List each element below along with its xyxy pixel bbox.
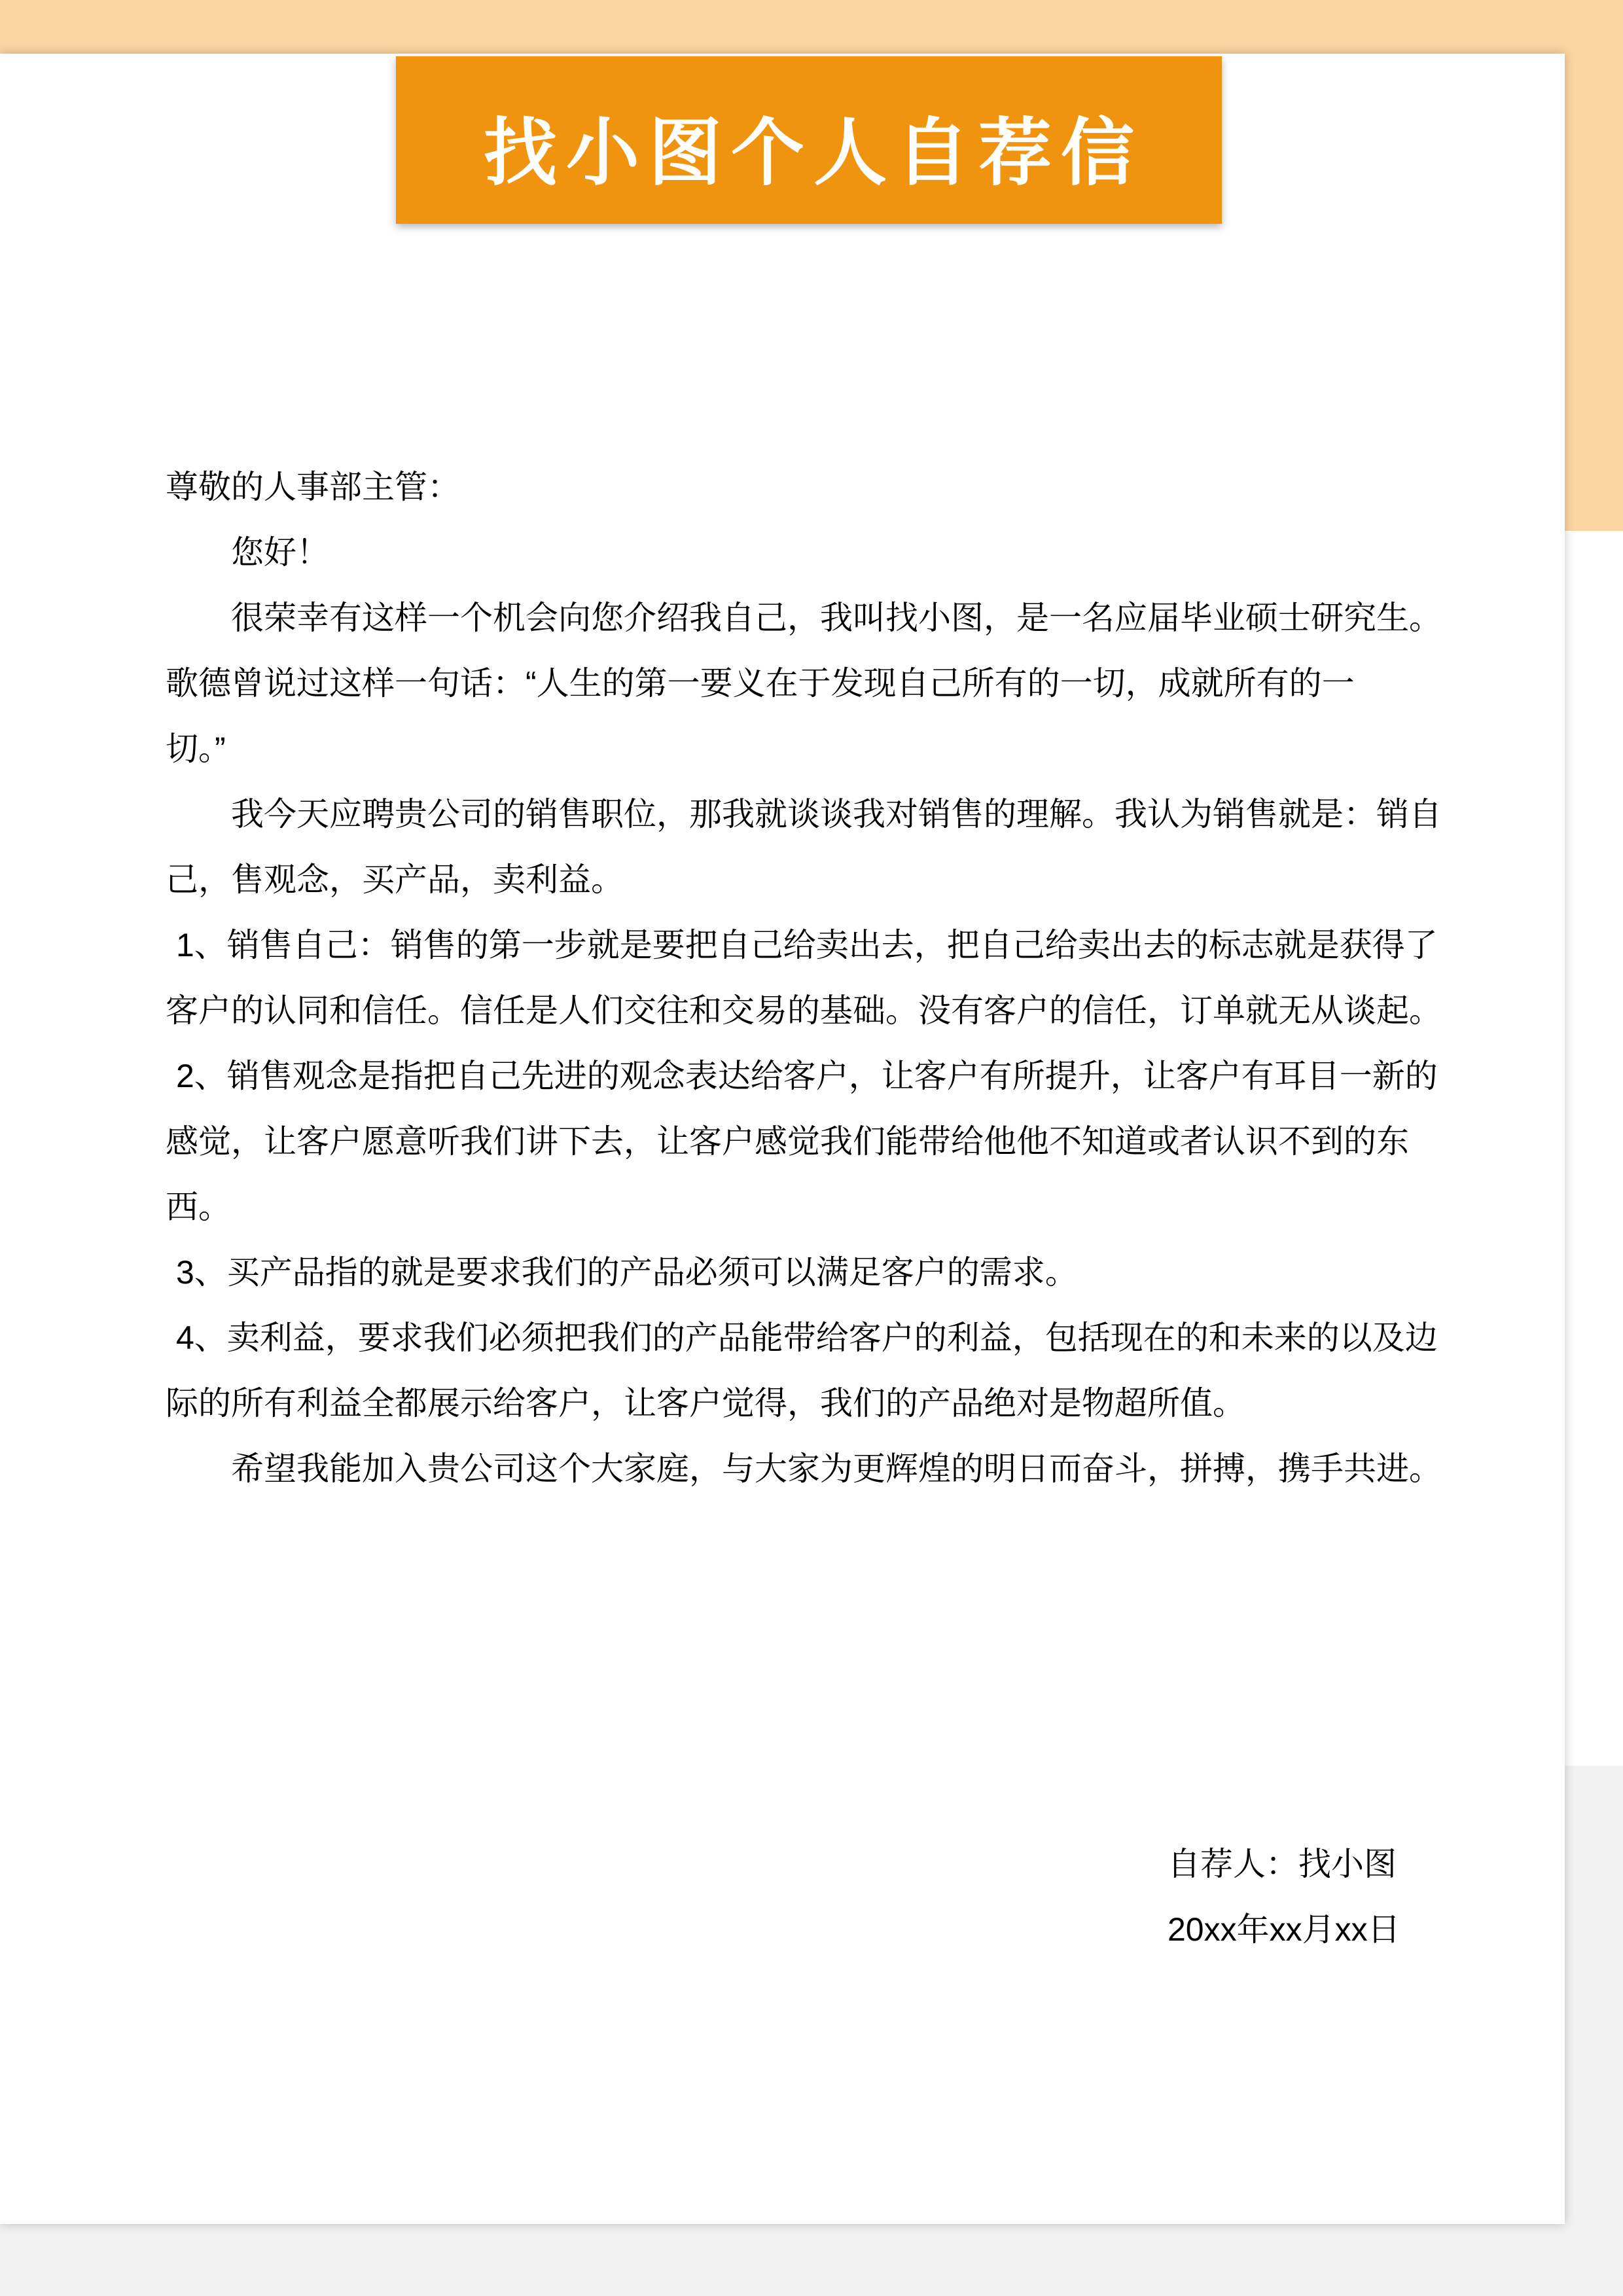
body-line: 尊敬的人事部主管：: [166, 469, 460, 505]
letter-body: [166, 454, 1471, 1501]
body-line: 歌德曾说过这样一句话：“人生的第一要义在于发现自己所有的一切，成就所有的一: [166, 665, 1355, 702]
signature-date: 20xx年xx月xx日: [1168, 1911, 1400, 1948]
title-banner: [396, 56, 1222, 224]
body-line: 己，售观念，买产品，卖利益。: [166, 861, 624, 898]
body-line: 际的所有利益全都展示给客户，让客户觉得，我们的产品绝对是物超所值。: [166, 1385, 1245, 1422]
body-line: 很荣幸有这样一个机会向您介绍我自己，我叫找小图，是一名应届毕业硕士研究生。: [231, 600, 1442, 636]
body-line: 希望我能加入贵公司这个大家庭，与大家为更辉煌的明日而奋斗，拼搏，携手共进。: [231, 1450, 1442, 1487]
body-line: 感觉，让客户愿意听我们讲下去，让客户感觉我们能带给他他不知道或者认识不到的东: [166, 1123, 1409, 1160]
body-line: 3、买产品指的就是要求我们的产品必须可以满足客户的需求。: [176, 1254, 1078, 1291]
page-title: 找小图个人自荐信: [484, 111, 1143, 194]
signature-signer: 自荐人：找小图: [1168, 1846, 1397, 1882]
signature-block: [1168, 1831, 1400, 1962]
body-line: 客户的认同和信任。信任是人们交往和交易的基础。没有客户的信任，订单就无从谈起。: [166, 992, 1442, 1029]
body-line: 4、卖利益，要求我们必须把我们的产品能带给客户的利益，包括现在的和未来的以及边: [176, 1319, 1438, 1356]
body-line: 西。: [166, 1189, 231, 1225]
body-line: 1、销售自己：销售的第一步就是要把自己给卖出去，把自己给卖出去的标志就是获得了: [176, 927, 1438, 963]
body-line: 切。”: [166, 730, 226, 767]
right-margin-strip: [1565, 531, 1623, 1766]
body-line: 我今天应聘贵公司的销售职位，那我就谈谈我对销售的理解。我认为销售就是：销自: [231, 796, 1442, 833]
body-line: 您好！: [231, 534, 329, 571]
body-line: 2、销售观念是指把自己先进的观念表达给客户，让客户有所提升，让客户有耳目一新的: [176, 1058, 1438, 1094]
